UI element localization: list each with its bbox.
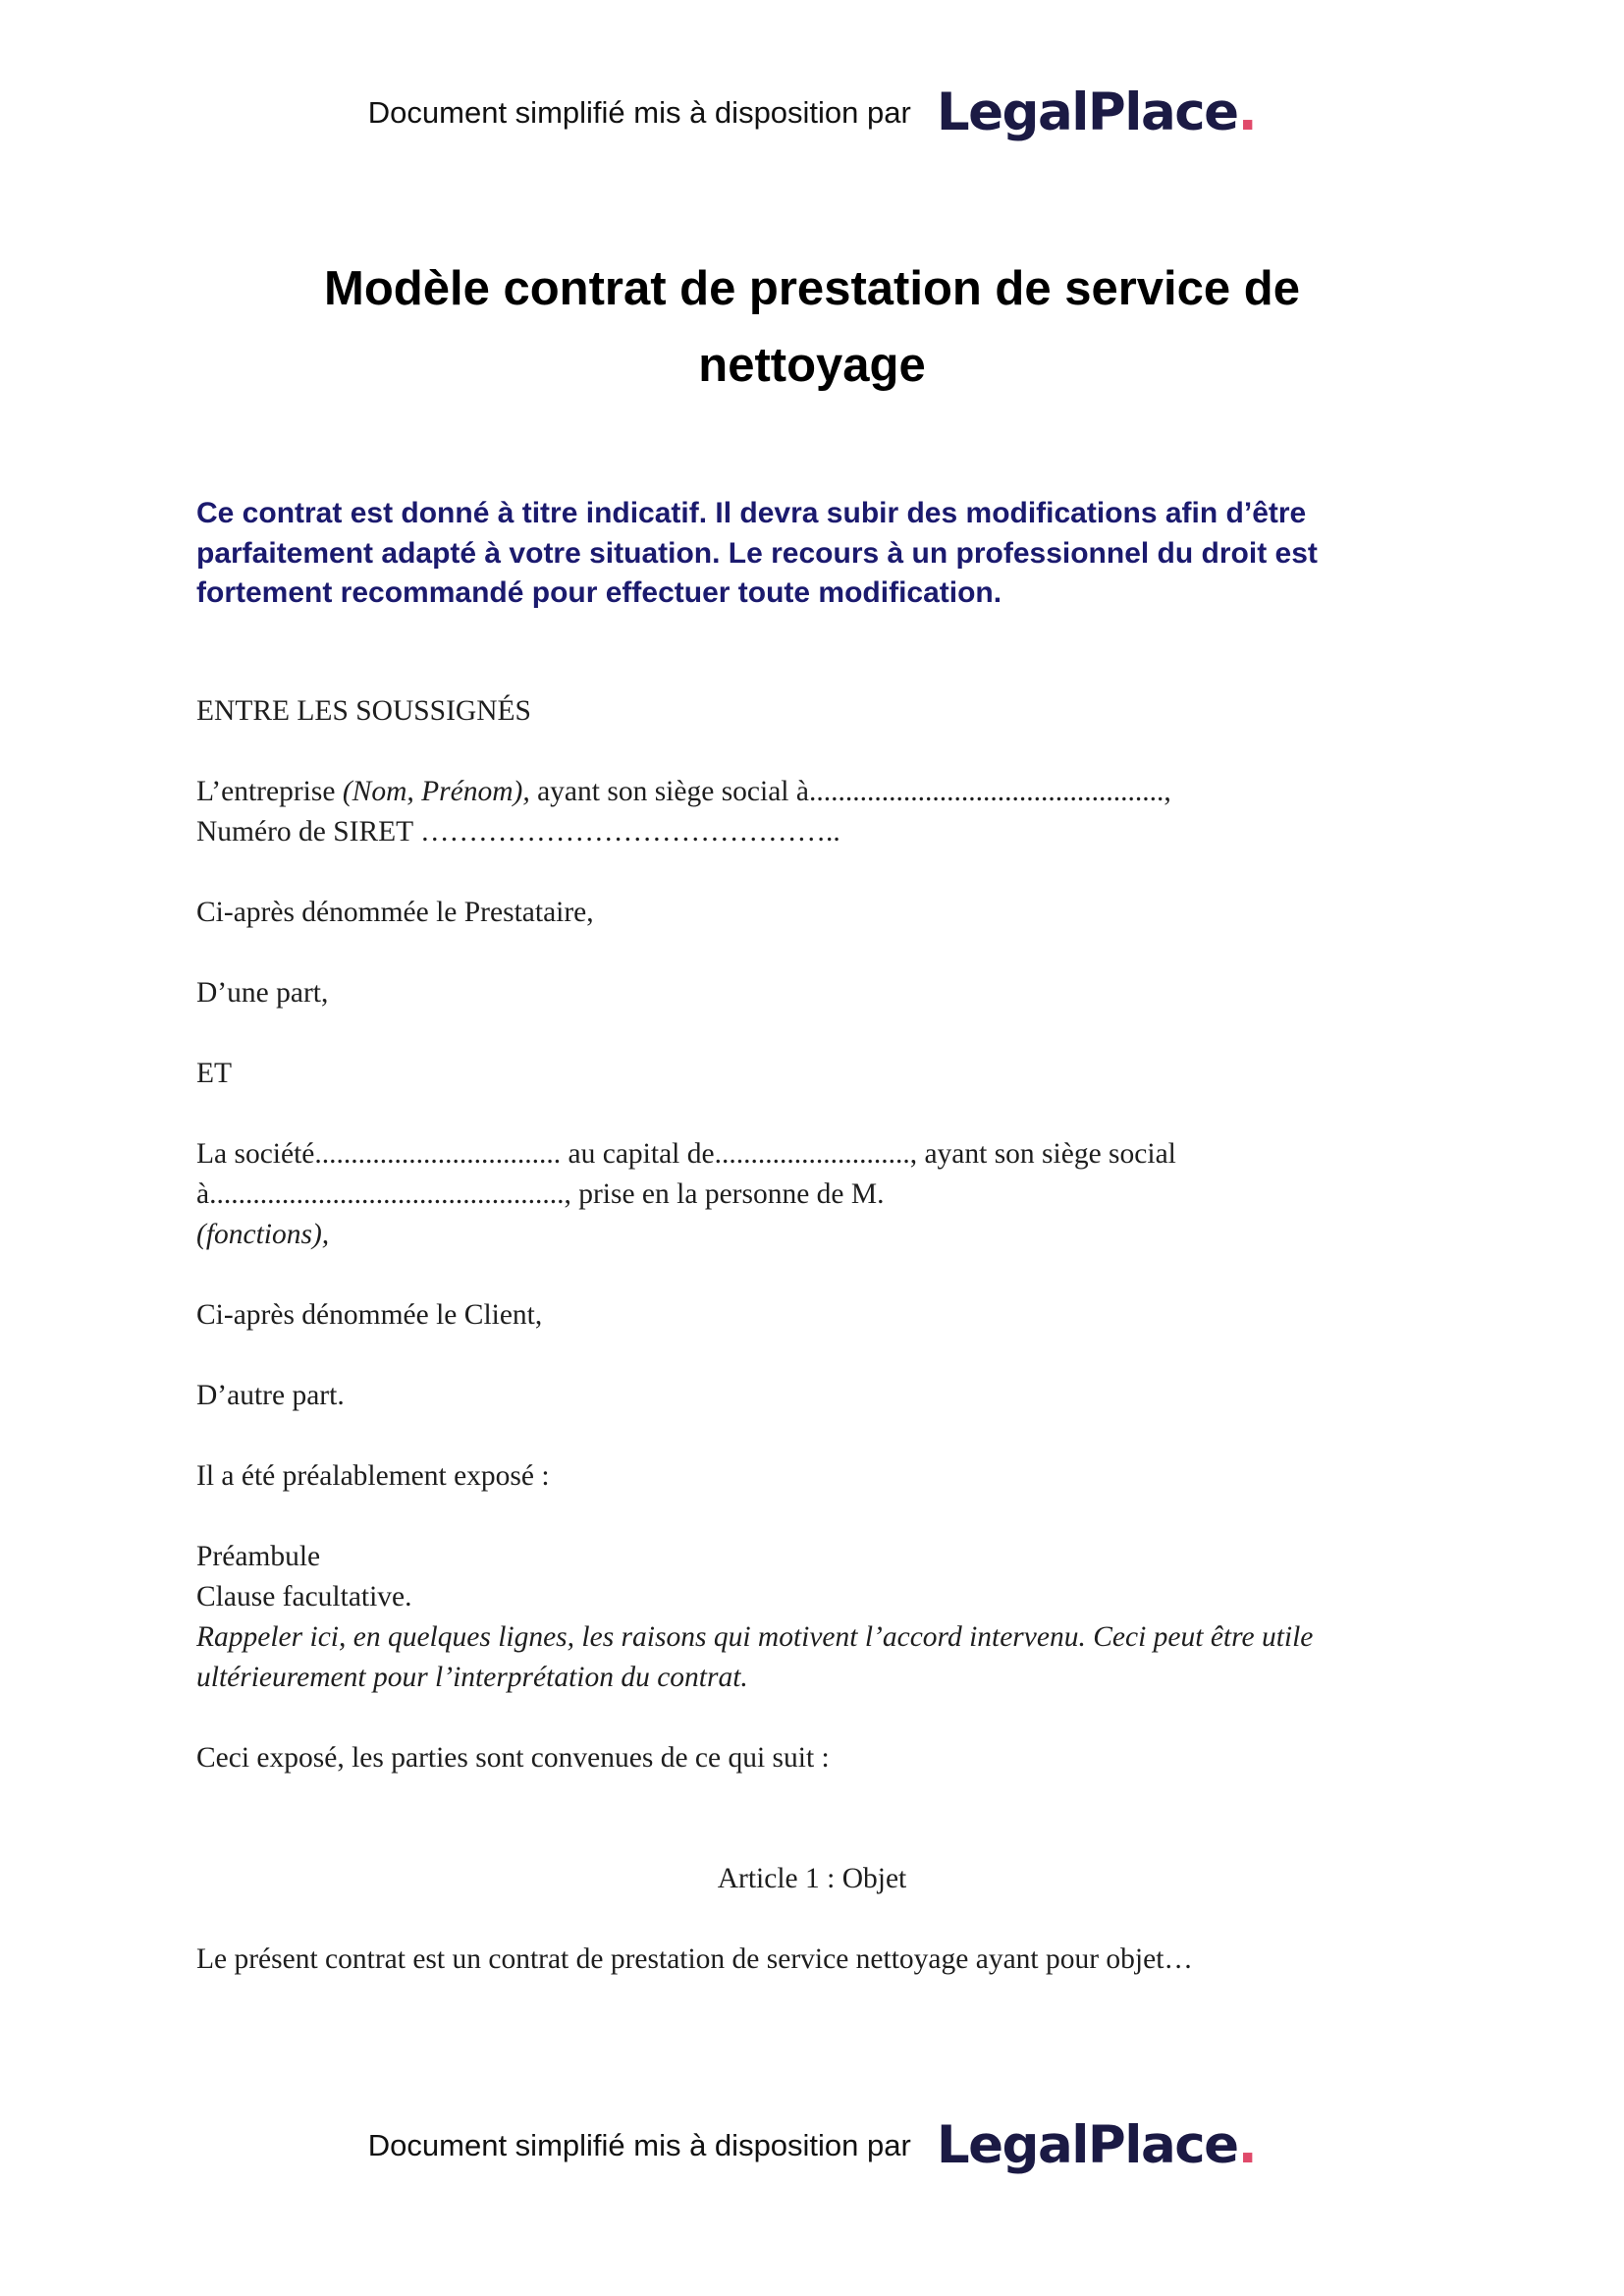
et-line: ET	[196, 1058, 233, 1089]
disclaimer-line: Ce contrat est donné à titre indicatif. Il devra subir des modifications afin d’être	[196, 497, 1307, 529]
entreprise-placeholder: (Nom, Prénom),	[342, 776, 530, 807]
clause-line: Clause facultative.	[196, 1581, 412, 1613]
ceci-line: Ceci exposé, les parties sont convenues de ce qui suit :	[196, 1742, 830, 1774]
expose-line: Il a été préalablement exposé :	[196, 1460, 550, 1492]
footer-text: Document simplifié mis à disposition par	[367, 2127, 911, 2162]
disclaimer	[196, 494, 1434, 614]
header-text: Document simplifié mis à disposition par	[367, 94, 911, 130]
contract-body	[196, 691, 1473, 2020]
title-line: Modèle contrat de prestation de service de	[324, 262, 1300, 315]
objet-line: Le présent contrat est un contrat de prestation de service nettoyage ayant pour objet…	[196, 1943, 1193, 1975]
title-line: nettoyage	[698, 339, 926, 392]
legalplace-logo	[937, 2115, 1256, 2175]
logo-dot: .	[1237, 82, 1257, 142]
societe-line: à................................................., prise en la personne de M.	[196, 1178, 885, 1210]
article-1-heading: Article 1 : Objet	[717, 1863, 907, 1894]
preambule-paragraph	[196, 1537, 1473, 1698]
entreprise-paragraph	[196, 772, 1473, 852]
entreprise-siege: ayant son siège social à.................................................,	[529, 776, 1171, 807]
footer-banner	[0, 2115, 1624, 2175]
fonctions-line: (fonctions),	[196, 1219, 330, 1250]
entreprise-label: L’entreprise	[196, 776, 343, 807]
parties-heading: ENTRE LES SOUSSIGNÉS	[196, 695, 531, 727]
siret-line: Numéro de SIRET ……………………………………..	[196, 816, 840, 847]
une-part-line: D’une part,	[196, 977, 329, 1009]
document-title	[196, 250, 1428, 404]
societe-paragraph	[196, 1134, 1473, 1255]
legalplace-logo	[937, 82, 1256, 142]
logo-dot: .	[1237, 2115, 1257, 2175]
autre-part-line: D’autre part.	[196, 1380, 345, 1411]
header-banner	[0, 82, 1624, 142]
client-line: Ci-après dénommée le Client,	[196, 1299, 543, 1331]
logo-text: LegalPlace	[936, 2115, 1238, 2175]
preambule-heading: Préambule	[196, 1541, 321, 1572]
rappeler-line: Rappeler ici, en quelques lignes, les raisons qui motivent l’accord intervenu. Ceci peut être utile	[196, 1621, 1314, 1653]
prestataire-line: Ci-après dénommée le Prestataire,	[196, 897, 594, 928]
rappeler-line: ultérieurement pour l’interprétation du contrat.	[196, 1662, 748, 1693]
disclaimer-line: fortement recommandé pour effectuer toute modification.	[196, 576, 1002, 609]
entreprise-line	[196, 772, 1473, 812]
disclaimer-line: parfaitement adapté à votre situation. Le recours à un professionnel du droit est	[196, 536, 1318, 570]
societe-line: La société.................................. au capital de..........................., ayant son siège social	[196, 1138, 1176, 1170]
logo-text: LegalPlace	[936, 82, 1238, 142]
